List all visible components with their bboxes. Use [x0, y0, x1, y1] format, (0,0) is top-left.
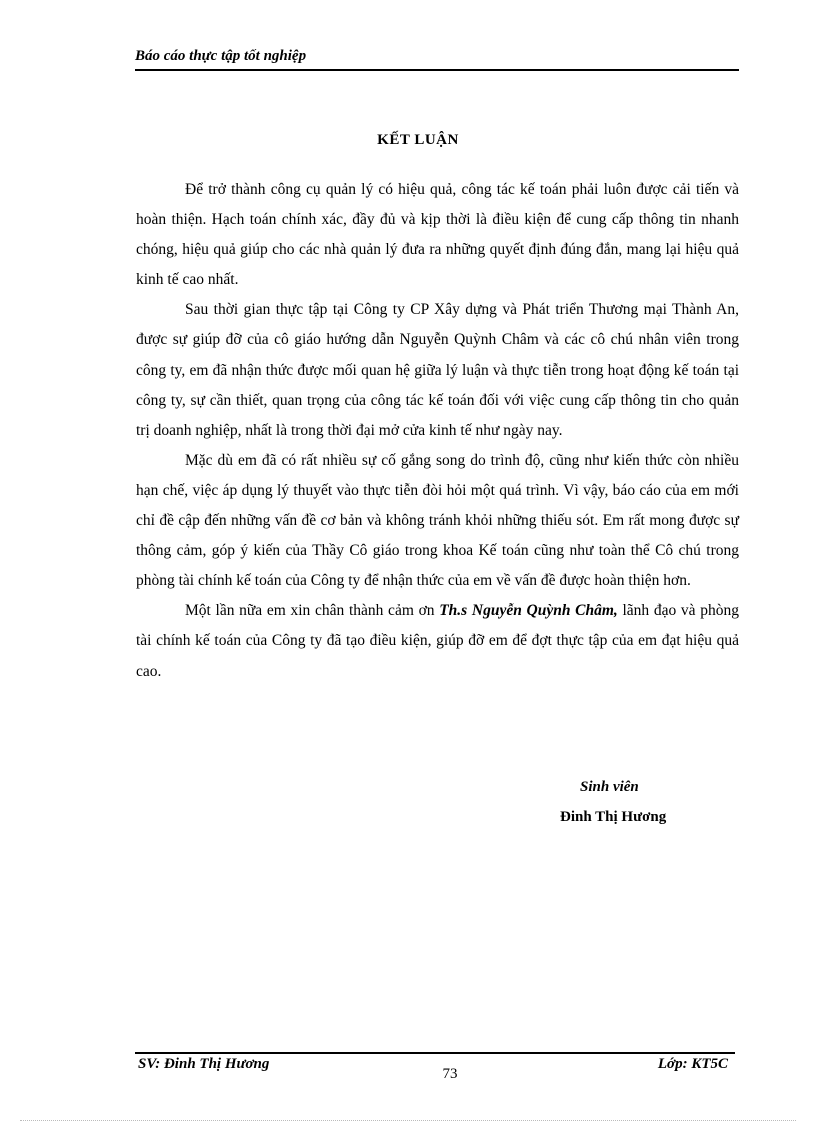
- page-bottom-edge: [20, 1120, 796, 1121]
- paragraph-1: Để trở thành công cụ quản lý có hiệu quả, công tác kế toán phải luôn được cải tiến và hoàn thiện. Hạch toán chính xác, đầy đủ và kịp thời là điều kiện để cung cấp thông tin nhanh chóng, hiệu quả giúp cho các nhà quản lý đưa ra những quyết định đúng đắn, mang lại hiệu quả kinh tế cao nhất.: [136, 181, 739, 289]
- section-heading: KẾT LUẬN: [377, 132, 459, 148]
- running-header-title: Báo cáo thực tập tốt nghiệp: [135, 48, 307, 64]
- paragraph-4-end: lãnh đạo và phòng tài chính kế toán của Công ty đã tạo điều kiện, giúp đỡ em để đợt thực tập của em đạt hiệu quả cao.: [136, 602, 739, 680]
- page-number: 73: [442, 1066, 458, 1082]
- paragraph-4-start: Một lần nữa em xin chân thành cảm ơn: [185, 602, 440, 620]
- header-divider: [135, 69, 739, 71]
- footer-student: SV: Đinh Thị Hương: [138, 1056, 270, 1072]
- signature-name: Đinh Thị Hương: [560, 809, 667, 825]
- signature-role: Sinh viên: [580, 779, 639, 795]
- footer-class: Lớp: KT5C: [657, 1056, 728, 1072]
- signature-block: [560, 776, 720, 828]
- conclusion-body: [136, 175, 739, 687]
- paragraph-3: Mặc dù em đã có rất nhiều sự cố gắng song do trình độ, cũng như kiến thức còn nhiều hạn chế, việc áp dụng lý thuyết vào thực tiễn đòi hỏi một quá trình. Vì vậy, báo cáo của em mới chỉ đề cập đến những vấn đề cơ bản và không tránh khỏi những thiếu sót. Em rất mong được sự thông cảm, góp ý kiến của Thầy Cô giáo trong khoa Kế toán cũng như toàn thể Cô chú trong phòng tài chính kế toán của Công ty để nhận thức của em về vấn đề được hoàn thiện hơn.: [136, 451, 739, 590]
- footer-divider: [135, 1052, 735, 1054]
- paragraph-4: [136, 596, 739, 686]
- advisor-name: Th.s Nguyễn Quỳnh Châm,: [439, 602, 618, 620]
- paragraph-2: Sau thời gian thực tập tại Công ty CP Xây dựng và Phát triển Thương mại Thành An, được sự giúp đỡ của cô giáo hướng dẫn Nguyễn Quỳnh Châm và các cô chú nhân viên trong công ty, em đã nhận thức được mối quan hệ giữa lý luận và thực tiễn trong hoạt động kế toán tại công ty, sự cần thiết, quan trọng của công tác kế toán đối với việc cung cấp thông tin cho quản trị doanh nghiệp, nhất là trong thời đại mở cửa kinh tế như ngày nay.: [136, 301, 739, 439]
